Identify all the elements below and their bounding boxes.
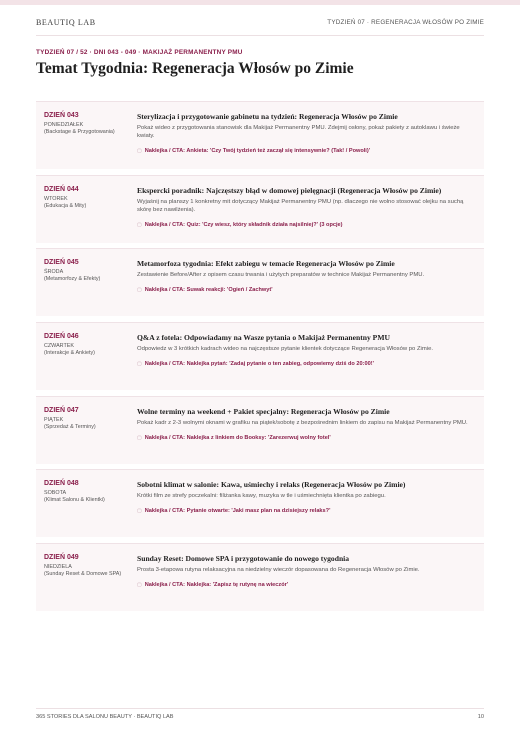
day-cta xyxy=(137,287,476,293)
day-list xyxy=(36,101,484,617)
page-number: 10 xyxy=(477,714,484,720)
header-divider xyxy=(36,35,484,36)
day-cta-text: Naklejka / CTA: Ankieta: 'Czy Twój tydzień też zaczął się intensywnie? (Tak! / Powoli)' xyxy=(144,148,371,154)
page-header xyxy=(36,14,484,30)
day-cta xyxy=(137,222,476,228)
day-description: Pokaż wideo z przygotowania stanowisk dla Makijaż Permanentny PMU. Zdejmij osłony, pokaż pakiety z autoklawu i świeże kwiaty. xyxy=(137,125,460,139)
day-title: Wolne terminy na weekend + Pakiet specjalny: Regeneracja Włosów po Zimie xyxy=(137,406,390,416)
day-card xyxy=(36,543,484,611)
day-card xyxy=(36,469,484,537)
day-number: DZIEŃ 044 xyxy=(44,185,79,193)
week-kicker: TYDZIEŃ 07 / 52 · DNI 043 - 049 · MAKIJAŻ PERMANENTNY PMU xyxy=(36,49,243,56)
day-cta xyxy=(137,361,476,367)
day-meta xyxy=(44,407,137,464)
day-title: Q&A z fotela: Odpowiadamy na Wasze pytania o Makijaż Permanentny PMU xyxy=(137,333,390,343)
day-meta xyxy=(44,554,137,611)
day-category: (Sunday Reset & Domowe SPA) xyxy=(44,571,122,578)
day-category: (Edukacja & Mity) xyxy=(44,202,87,209)
day-category: (Interakcje & Ankiety) xyxy=(44,350,95,357)
day-card xyxy=(36,396,484,464)
day-number: DZIEŃ 043 xyxy=(44,112,79,119)
day-cta-text: Naklejka / CTA: Pytanie otwarte: 'Jaki masz plan na dzisiejszy relaks?' xyxy=(144,508,331,515)
day-weekday: NIEDZIELA xyxy=(44,564,72,571)
day-number: DZIEŃ 047 xyxy=(44,406,79,414)
sticker-icon: ▢ xyxy=(137,582,142,589)
day-weekday: CZWARTEK xyxy=(44,343,74,350)
day-cta xyxy=(137,148,476,154)
page-title: Temat Tygodnia: Regeneracja Włosów po Zimie xyxy=(36,60,354,77)
day-cta-text: Naklejka / CTA: Naklejka: 'Zapisz tę rutynę na wieczór' xyxy=(144,582,289,589)
day-cta xyxy=(137,508,476,514)
day-content xyxy=(137,186,476,243)
footer-text: 365 STORIES DLA SALONU BEAUTY · BEAUTIQ LAB xyxy=(36,714,174,720)
day-card xyxy=(36,322,484,390)
day-description: Zestawienie Before/After z opisem czasu trwania i użytych preparatów w technice Makijaż Permanentny PMU. xyxy=(137,272,425,279)
day-category: (Sprzedaż & Terminy) xyxy=(44,423,96,430)
day-number: DZIEŃ 045 xyxy=(44,259,79,267)
day-meta xyxy=(44,112,137,169)
day-meta xyxy=(44,259,137,316)
day-number: DZIEŃ 048 xyxy=(44,480,79,488)
day-title: Ekspercki poradnik: Najczęstszy błąd w domowej pielęgnacji (Regeneracja Włosów po Zimie) xyxy=(137,185,442,195)
day-category: (Backstage & Przygotowania) xyxy=(44,129,115,135)
day-weekday: PIĄTEK xyxy=(44,416,64,423)
day-content xyxy=(137,480,476,537)
day-description: Odpowiedz w 3 krótkich kadrach wideo na najczęstsze pytanie klientek dotyczące Regeneracja Włosów po Zimie. xyxy=(137,346,433,353)
day-card xyxy=(36,248,484,316)
week-label: TYDZIEŃ 07 · REGENERACJA WŁOSÓW PO ZIMIE xyxy=(327,18,484,26)
day-number: DZIEŃ 049 xyxy=(44,554,79,562)
day-title: Metamorfoza tygodnia: Efekt zabiegu w temacie Regeneracja Włosów po Zimie xyxy=(137,259,395,269)
day-meta xyxy=(44,333,137,390)
top-accent-bar xyxy=(0,0,520,5)
day-description: Wyjaśnij na planszy 1 konkretny mit dotyczący Makijaż Permanentny PMU (np. dlaczego nie wolno stosować olejku na suchą skórę bez nawilżenia). xyxy=(137,198,464,213)
sticker-icon: ▢ xyxy=(137,287,142,294)
day-card xyxy=(36,101,484,169)
day-cta xyxy=(137,582,476,588)
page-footer xyxy=(36,714,484,720)
day-title: Sterylizacja i przygotowanie gabinetu na tydzień: Regeneracja Włosów po Zimie xyxy=(137,112,398,121)
footer-divider xyxy=(36,708,484,709)
day-cta-text: Naklejka / CTA: Quiz: 'Czy wiesz, który składnik działa najsilniej?' (3 opcje) xyxy=(144,221,343,228)
day-weekday: ŚRODA xyxy=(44,269,64,276)
day-number: DZIEŃ 046 xyxy=(44,333,79,341)
day-weekday: WTOREK xyxy=(44,195,68,202)
day-meta xyxy=(44,480,137,537)
sticker-icon: ▢ xyxy=(137,508,142,515)
day-content xyxy=(137,554,476,611)
day-content xyxy=(137,259,476,316)
day-title: Sobotni klimat w salonie: Kawa, uśmiechy i relaks (Regeneracja Włosów po Zimie) xyxy=(137,480,406,490)
day-weekday: SOBOTA xyxy=(44,490,67,497)
day-cta-text: Naklejka / CTA: Naklejka pytań: 'Zadaj pytanie o ten zabieg, odpowiemy dziś do 20:00!' xyxy=(144,361,374,368)
day-weekday: PONIEDZIAŁEK xyxy=(44,122,84,128)
day-cta-text: Naklejka / CTA: Suwak reakcji: 'Ogień / Zachwyt' xyxy=(144,287,273,294)
day-category: (Klimat Salonu & Klientki) xyxy=(44,497,105,504)
day-description: Pokaż kadr z 2-3 wolnymi oknami w grafiku na piątek/sobotę z bezpośrednim linkiem do zapisu na Makijaż Permanentny PMU. xyxy=(137,419,468,426)
day-card xyxy=(36,175,484,243)
day-content xyxy=(137,112,476,169)
day-description: Prosta 3-etapowa rutyna relaksacyjna na niedzielny wieczór dopasowana do Regeneracja Włosów po Zimie. xyxy=(137,567,420,574)
day-title: Sunday Reset: Domowe SPA i przygotowanie do nowego tygodnia xyxy=(137,554,350,564)
day-description: Krótki film ze strefy poczekalni: filiżanka kawy, muzyka w tle i uśmiechnięta klientka po zabiegu. xyxy=(137,493,386,500)
day-content xyxy=(137,407,476,464)
day-content xyxy=(137,333,476,390)
day-category: (Metamorfozy & Efekty) xyxy=(44,276,101,283)
sticker-icon: ▢ xyxy=(137,361,142,368)
brand-logo-text: BEAUTIQ LAB xyxy=(36,17,96,27)
day-meta xyxy=(44,186,137,243)
sticker-icon: ▢ xyxy=(137,434,142,441)
sticker-icon: ▢ xyxy=(137,221,142,228)
day-cta-text: Naklejka / CTA: Naklejka z linkiem do Booksy: 'Zarezerwuj wolny fotel' xyxy=(144,434,331,441)
sticker-icon: ▢ xyxy=(137,148,142,154)
day-cta xyxy=(137,435,476,441)
